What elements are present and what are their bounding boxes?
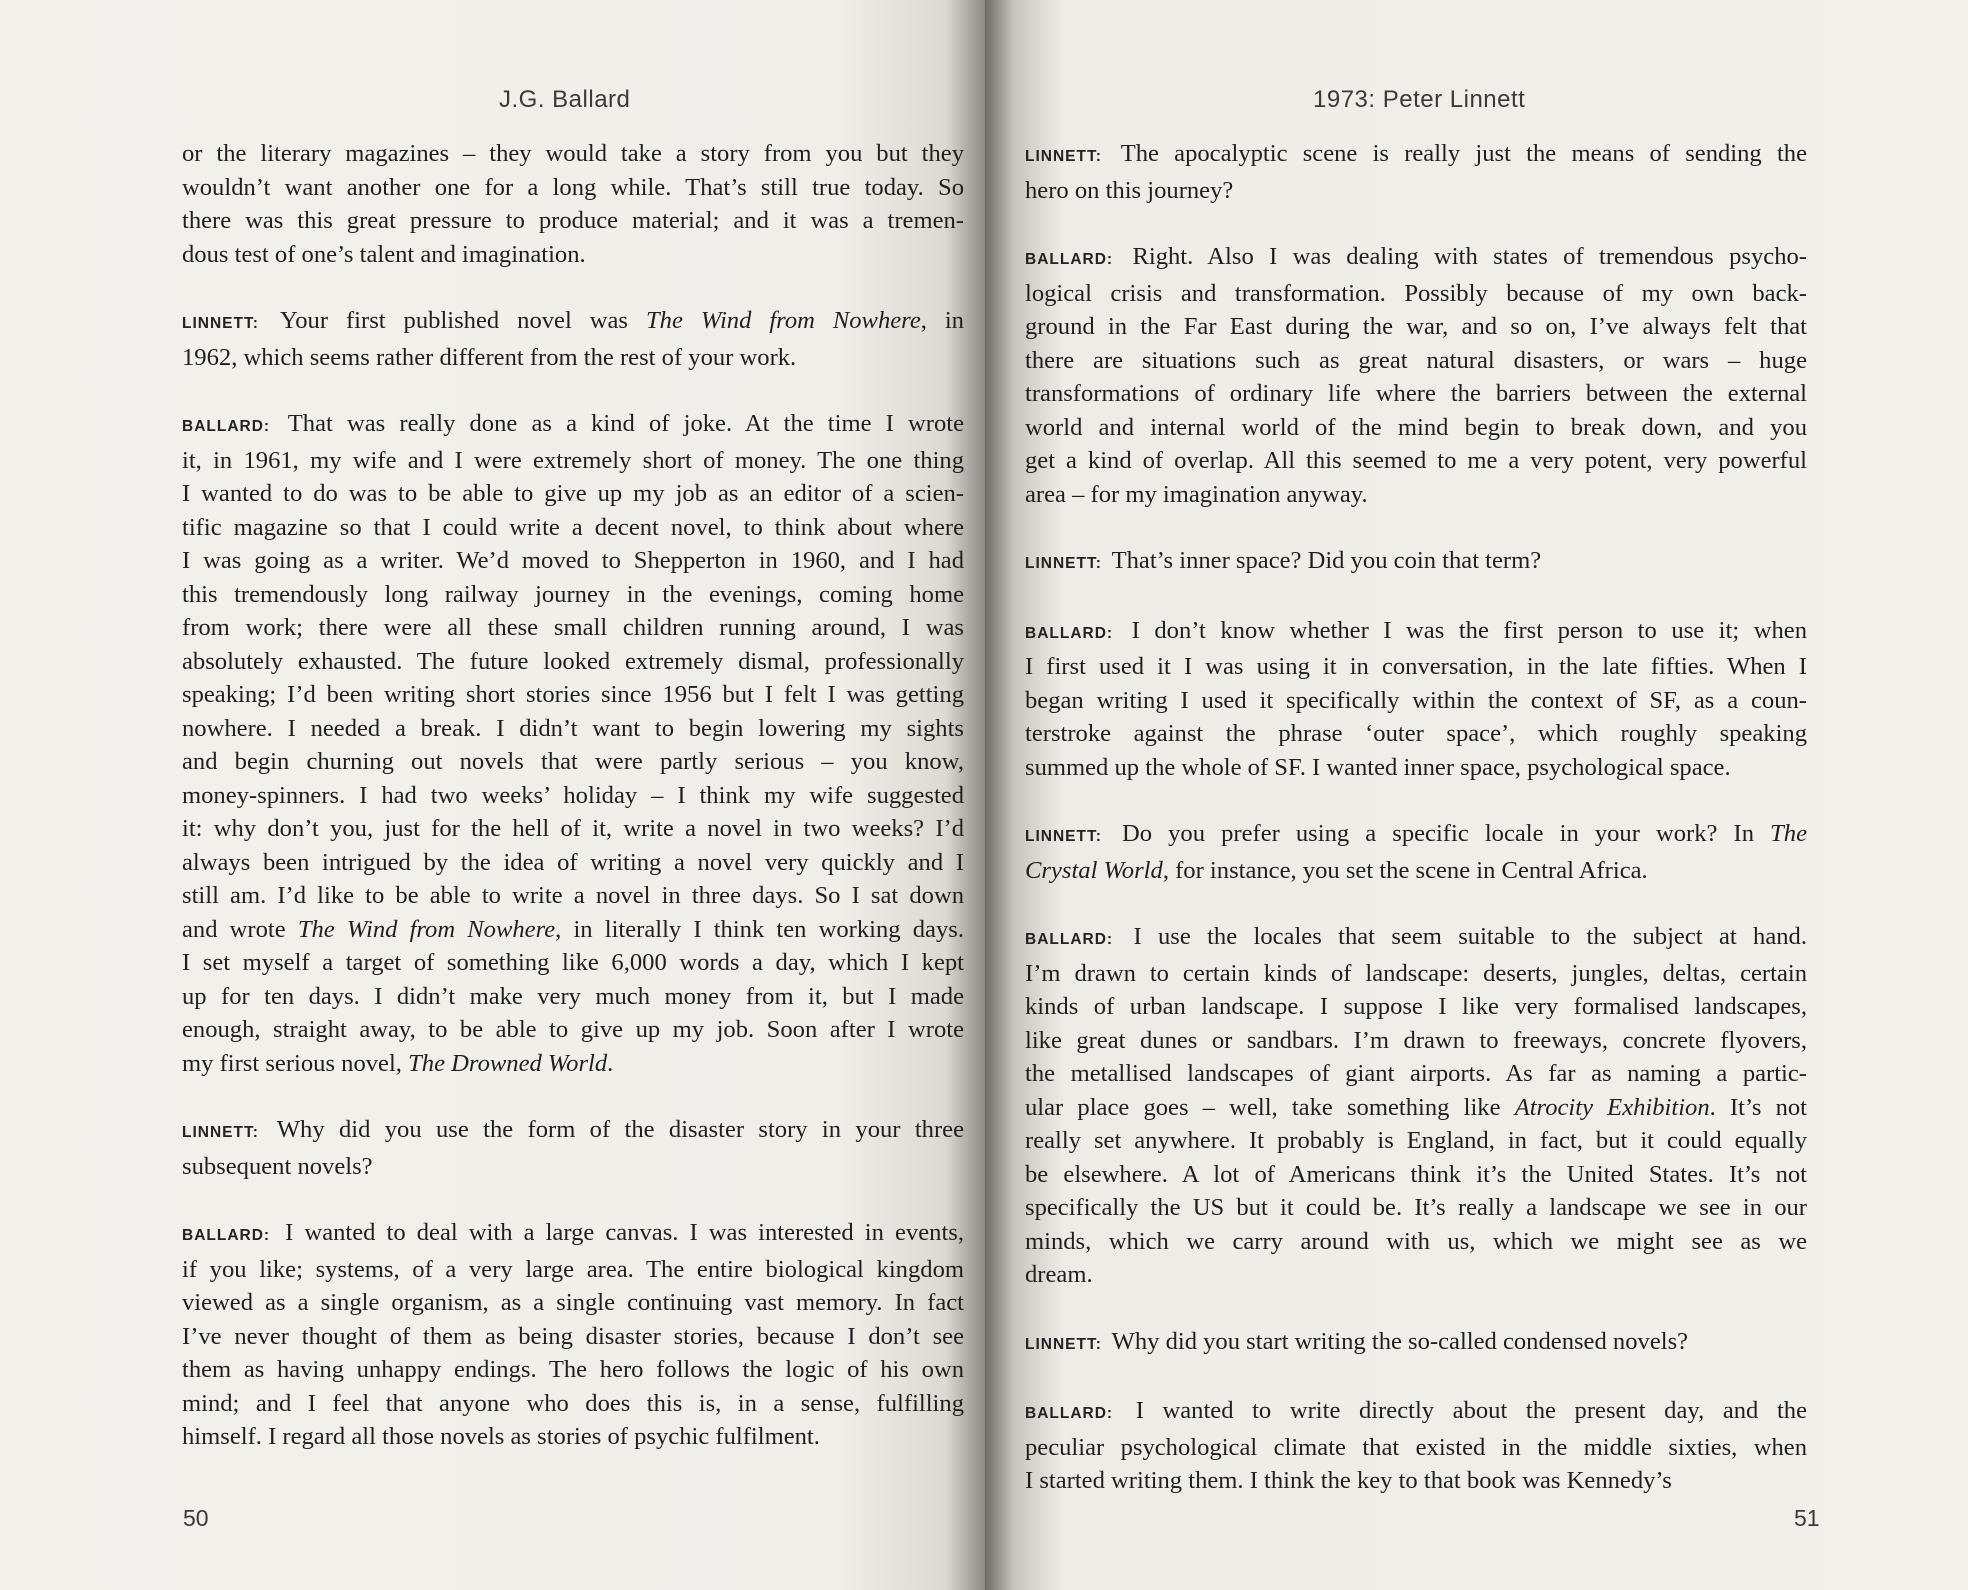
speaker-label: LINNETT: [1025,828,1102,845]
right-page [985,0,1968,1590]
text-line: it: why don’t you, just for the hell of it, write a novel in two weeks? I’d [182,815,964,842]
text-line: LINNETT: Your first published novel was The Wind from Nowhere, in [182,307,964,334]
speaker-label: LINNETT: [182,1124,259,1141]
title-italic: The Wind from Nowhere [645,307,921,334]
speaker-label: BALLARD: [1025,251,1114,268]
paragraph [1025,1325,1807,1362]
text-line: absolutely exhausted. The future looked extremely dismal, professionally [182,647,964,675]
text-line: get a kind of overlap. All this seemed to me a very potent, very powerful [1025,447,1807,474]
text-line: and wrote The Wind from Nowhere, in literally I think ten working days. [182,915,964,943]
speaker-label: BALLARD: [1025,1405,1114,1422]
text-line: began writing I used it specifically within the context of SF, as a coun- [1025,686,1807,714]
text-line: LINNETT: Do you prefer using a specific locale in your work? In The [1025,820,1807,847]
text-line: I started writing them. I think the key to that book was Kennedy’s [1025,1467,1672,1494]
text-line: LINNETT: Why did you start writing the so-called condensed novels? [1025,1327,1689,1355]
text-line: BALLARD: Right. Also I was dealing with states of tremendous psycho- [1025,243,1807,270]
text-line: I first used it I was using it in conversation, in the late fifties. When I [1025,653,1807,680]
text-line: I set myself a target of something like 6,000 words a day, which I kept [182,949,964,976]
text-line: really set anywhere. It probably is England, in fact, but it could equally [1025,1127,1807,1154]
running-head-left: J.G. Ballard [499,86,631,113]
text-line: terstroke against the phrase ‘outer space’, which roughly speaking [1025,720,1807,747]
left-page-text [182,137,964,1487]
text-line: nowhere. I needed a break. I didn’t want to begin lowering my sights [182,714,964,742]
page-number-right: 51 [1794,1505,1820,1531]
text-line: it, in 1961, my wife and I were extremely short of money. The one thing [182,446,964,474]
text-line: BALLARD: I wanted to write directly about the present day, and the [1025,1397,1807,1424]
text-line: BALLARD: I wanted to deal with a large canvas. I was interested in events, [182,1219,964,1246]
text-line: and begin churning out novels that were partly serious – you know, [182,748,964,775]
text-line: kinds of urban landscape. I suppose I like very formalised landscapes, [1025,993,1807,1020]
title-italic: The Drowned World [408,1049,608,1077]
text-line: minds, which we carry around with us, which we might see as we [1025,1227,1807,1255]
text-line: mind; and I feel that anyone who does this is, in a sense, fulfilling [182,1389,964,1417]
text-line: ground in the Far East during the war, and so on, I’ve always felt that [1025,313,1807,340]
speaker-label: BALLARD: [182,418,271,435]
text-line: logical crisis and transformation. Possibly because of my own back- [1025,279,1807,307]
text-line: if you like; systems, of a very large area. The entire biological kingdom [182,1255,964,1283]
right-page-text [1025,137,1807,1531]
paragraph [182,1113,964,1183]
paragraph [1025,137,1807,207]
paragraph [1025,817,1807,887]
text-line: speaking; I’d been writing short stories since 1956 but I felt I was getting [182,681,964,708]
text-line: subsequent novels? [182,1152,373,1180]
paragraph [182,1216,964,1454]
text-line: or the literary magazines – they would take a story from you but they [182,140,964,167]
text-line: viewed as a single organism, as a single continuing vast memory. In fact [182,1289,964,1316]
text-line: specifically the US but it could be. It’s really a landscape we see in our [1025,1194,1807,1221]
text-line: always been intrigued by the idea of writing a novel very quickly and I [182,848,964,876]
text-line: from work; there were all these small children running around, I was [182,614,964,641]
paragraph [182,304,964,374]
text-line: like great dunes or sandbars. I’m drawn to freeways, concrete flyovers, [1025,1026,1807,1054]
paragraph [1025,240,1807,511]
speaker-label: LINNETT: [1025,148,1102,165]
title-italic: The Wind from Nowhere [297,915,556,943]
text-line: enough, straight away, to be able to give up my job. Soon after I wrote [182,1016,964,1043]
paragraph [1025,614,1807,785]
text-line: there are situations such as great natural disasters, or wars – huge [1025,346,1807,374]
speaker-label: BALLARD: [1025,624,1114,642]
text-line: dous test of one’s talent and imagination. [182,240,586,268]
text-line: I’m drawn to certain kinds of landscape: deserts, jungles, deltas, certain [1025,959,1807,987]
page-number-left: 50 [183,1505,209,1531]
text-line: world and internal world of the mind begin to break down, and you [1025,413,1807,441]
text-line: this tremendously long railway journey in the evenings, coming home [182,580,964,608]
text-line: the metallised landscapes of giant airports. As far as naming a partic- [1025,1060,1807,1087]
paragraph [182,137,964,271]
speaker-label: LINNETT: [1025,1335,1102,1353]
text-line: summed up the whole of SF. I wanted inner space, psychological space. [1025,753,1731,781]
text-line: 1962, which seems rather different from the rest of your work. [182,343,797,371]
text-line: LINNETT: The apocalyptic scene is really just the means of sending the [1025,140,1807,167]
text-line: BALLARD: I don’t know whether I was the first person to use it; when [1025,616,1807,644]
speaker-label: LINNETT: [182,315,259,332]
text-line: himself. I regard all those novels as stories of psychic fulfilment. [182,1423,820,1450]
text-line: wouldn’t want another one for a long while. That’s still true today. So [182,173,964,201]
text-line: peculiar psychological climate that existed in the middle sixties, when [1025,1433,1807,1461]
paragraph [1025,1394,1807,1498]
title-italic: Crystal World [1025,856,1163,884]
title-italic: The [1770,820,1807,847]
paragraph [1025,544,1807,581]
title-italic: Atrocity Exhibition [1514,1093,1710,1121]
text-line: money-spinners. I had two weeks’ holiday – I think my wife suggested [182,781,964,809]
paragraph [182,407,964,1080]
text-line: ular place goes – well, take something like Atrocity Exhibition. It’s not [1025,1093,1807,1121]
text-line: dream. [1025,1261,1093,1288]
text-line: LINNETT: Why did you use the form of the disaster story in your three [182,1116,964,1143]
text-line: Crystal World, for instance, you set the scene in Central Africa. [1025,856,1648,884]
text-line: I’ve never thought of them as being disaster stories, because I don’t see [182,1322,964,1350]
running-head-right: 1973: Peter Linnett [1313,86,1526,113]
speaker-label: BALLARD: [1025,931,1114,948]
text-line: transformations of ordinary life where the barriers between the external [1025,380,1807,407]
text-line: I wanted to do was to be able to give up my job as an editor of a scien- [182,480,964,507]
text-line: tific magazine so that I could write a decent novel, to think about where [182,513,964,541]
text-line: BALLARD: I use the locales that seem suitable to the subject at hand. [1025,923,1807,950]
speaker-label: BALLARD: [182,1227,271,1244]
text-line: LINNETT: That’s inner space? Did you coin that term? [1025,547,1542,574]
speaker-label: LINNETT: [1025,555,1102,572]
text-line: them as having unhappy endings. The hero follows the logic of his own [182,1356,964,1383]
text-line: be elsewhere. A lot of Americans think it’s the United States. It’s not [1025,1160,1807,1188]
text-line: my first serious novel, The Drowned World. [182,1049,614,1077]
text-line: there was this great pressure to produce material; and it was a tremen- [182,207,964,234]
text-line: up for ten days. I didn’t make very much money from it, but I made [182,982,964,1010]
text-line: BALLARD: That was really done as a kind of joke. At the time I wrote [182,410,964,437]
text-line: hero on this journey? [1025,176,1234,204]
paragraph [1025,920,1807,1292]
text-line: still am. I’d like to be able to write a novel in three days. So I sat down [182,882,964,909]
text-line: area – for my imagination anyway. [1025,480,1368,508]
text-line: I was going as a writer. We’d moved to Shepperton in 1960, and I had [182,547,964,574]
